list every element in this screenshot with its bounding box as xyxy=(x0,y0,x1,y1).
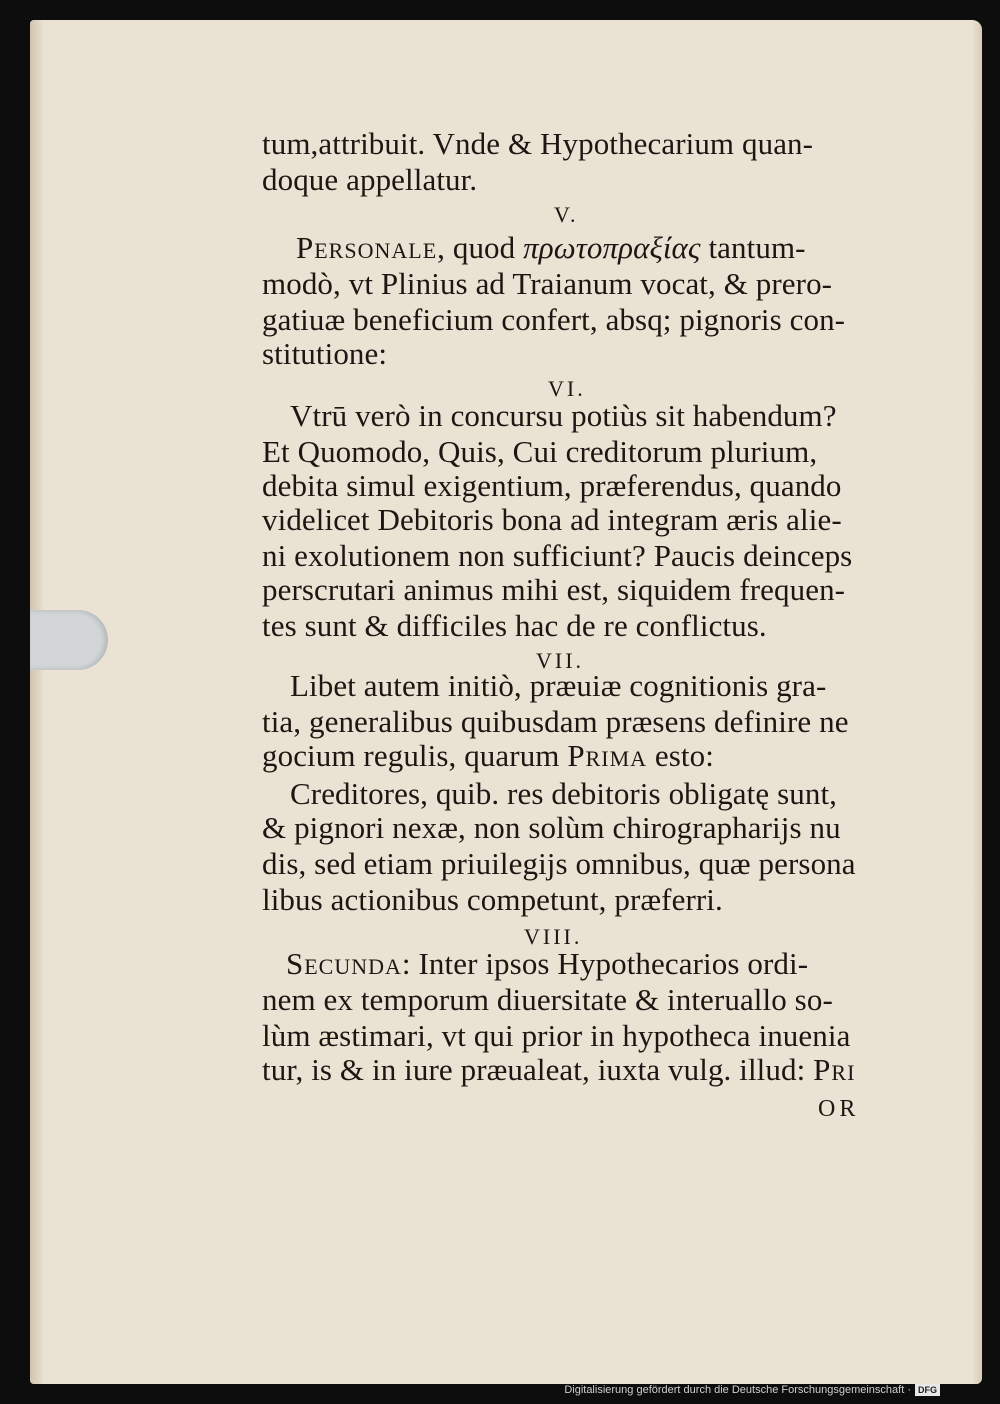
text-segment: tur, is & in iure præualeat, iuxta vulg. illud: xyxy=(262,1052,814,1087)
text-line: Libet autem initiò, præuiæ cognitionis gra- xyxy=(290,668,827,703)
credit-text: Digitalisierung gefördert durch die Deutsche Forschungsgemeinschaft · xyxy=(564,1384,911,1396)
text-line: videlicet Debitoris bona ad integram æris alie- xyxy=(262,502,842,537)
text-segment: gocium regulis, quarum xyxy=(262,738,568,773)
section-number: V. xyxy=(554,202,579,227)
page-body-text xyxy=(30,20,982,1384)
small-caps-word: Personale xyxy=(296,230,438,265)
section-number: VI. xyxy=(548,376,586,401)
text-line: stitutione: xyxy=(262,336,388,371)
small-caps-word: Pri xyxy=(813,1052,856,1087)
text-line: debita simul exigentium, præferendus, quando xyxy=(262,468,842,503)
text-line: libus actionibus competunt, præferri. xyxy=(262,882,723,917)
text-line: modò, vt Plinius ad Traianum vocat, & prero- xyxy=(262,266,833,301)
text-segment: : Inter ipsos Hypothecarios ordi- xyxy=(401,946,809,981)
text-line: tes sunt & difficiles hac de re conflictus. xyxy=(262,608,767,643)
text-line xyxy=(262,1052,855,1088)
section-number: VII. xyxy=(536,648,585,673)
text-line: Vtrū verò in concursu potiùs sit habendum? xyxy=(290,398,837,433)
text-line xyxy=(262,738,714,774)
text-line: perscrutari animus mihi est, siquidem frequen- xyxy=(262,572,846,607)
text-segment: , quod xyxy=(437,230,524,265)
small-caps-word: Secunda xyxy=(286,946,402,981)
greek-word: πρωτοπραξίας xyxy=(523,230,701,265)
small-caps-word: Prima xyxy=(567,738,648,773)
text-line: dis, sed etiam priuilegijs omnibus, quæ persona xyxy=(262,846,856,881)
text-line: doque appellatur. xyxy=(262,162,478,197)
text-line: lùm æstimari, vt qui prior in hypotheca inuenia xyxy=(262,1018,851,1053)
page-tab-marker xyxy=(30,610,108,670)
text-line: Et Quomodo, Quis, Cui creditorum plurium, xyxy=(262,434,818,469)
text-line: ni exolutionem non sufficiunt? Paucis deinceps xyxy=(262,538,853,573)
text-line: & pignori nexæ, non solùm chirographarijs nu xyxy=(262,810,841,845)
text-line: Creditores, quib. res debitoris obligatę sunt, xyxy=(290,776,838,811)
text-segment: esto: xyxy=(647,738,714,773)
text-line: tia, generalibus quibusdam præsens definire ne xyxy=(262,704,849,739)
text-line xyxy=(286,946,808,982)
digitization-credit xyxy=(564,1384,940,1402)
text-line: gatiuæ beneficium confert, absq; pignoris con- xyxy=(262,302,846,337)
text-line: tum,attribuit. Vnde & Hypothecarium quan- xyxy=(262,126,814,161)
dfg-logo: DFG xyxy=(915,1384,940,1396)
text-line xyxy=(296,230,806,266)
section-number: VIII. xyxy=(524,924,583,949)
text-segment: tantum- xyxy=(700,230,806,265)
catchword: OR xyxy=(818,1096,860,1122)
book-page xyxy=(30,20,982,1384)
text-line: nem ex temporum diuersitate & interuallo so- xyxy=(262,982,833,1017)
